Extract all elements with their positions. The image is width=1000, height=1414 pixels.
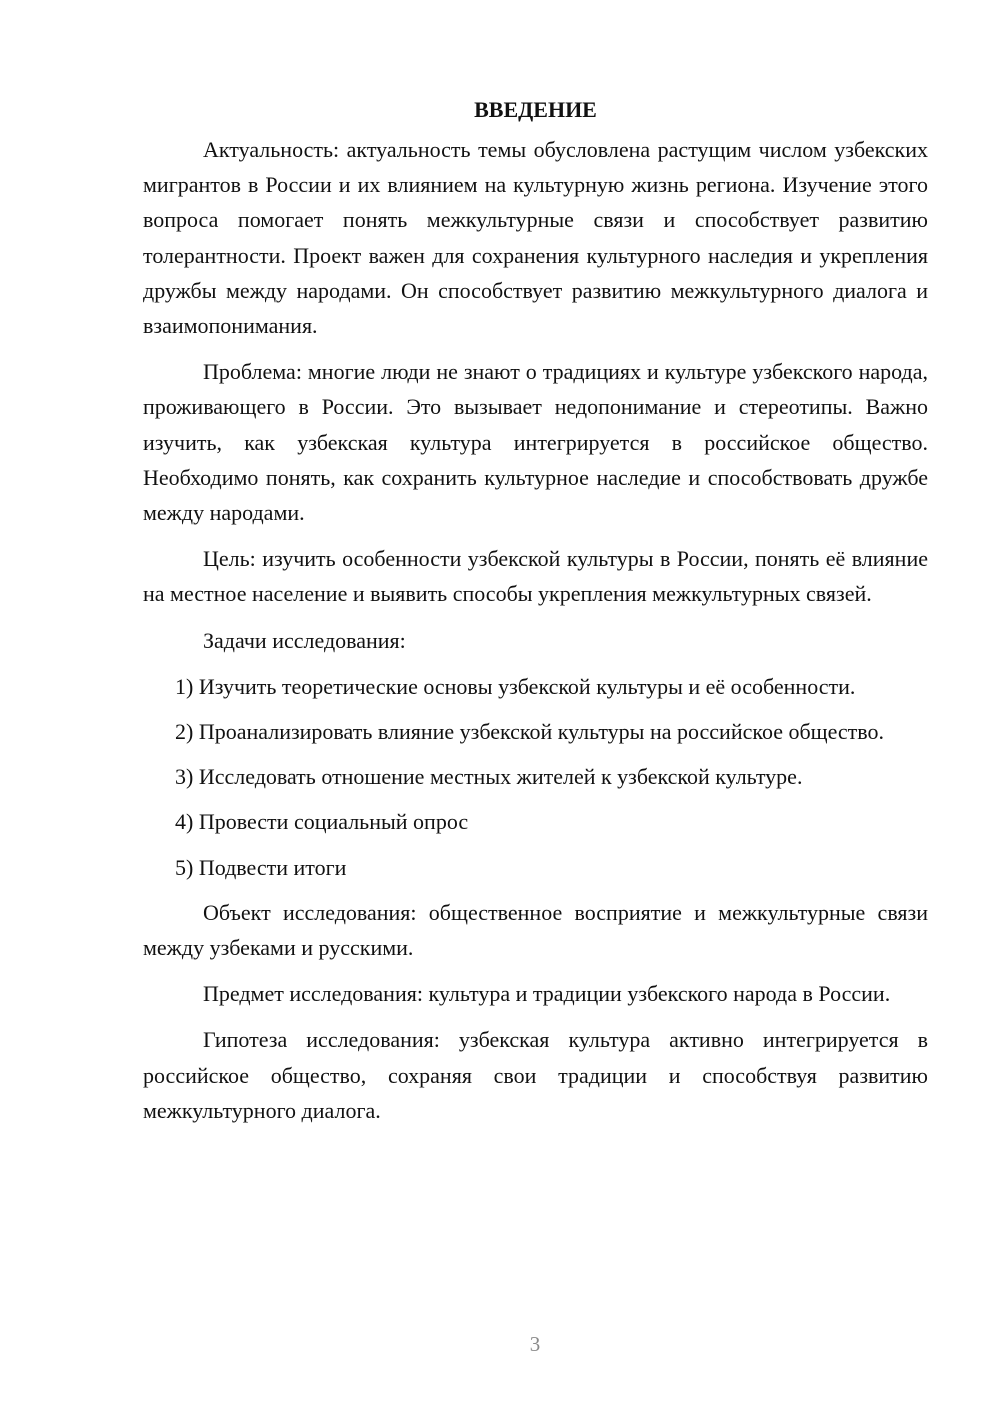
- list-item: 2) Проанализировать влияние узбекской культуры на российское общество.: [175, 719, 885, 745]
- list-item: 5) Подвести итоги: [175, 854, 347, 880]
- page-number: 3: [529, 1332, 541, 1356]
- paragraph-relevance: Актуальность: актуальность темы обусловлена растущим числом узбекских мигрантов в России и их влиянием на культурную жизнь региона. Изучение этого вопроса помогает понять межкультурные связи и способствует развитию толерантности. Проект важен для сохранения культурного наследия и укрепления дружбы между народами. Он способствует развитию межкультурного диалога и взаимопонимания.: [143, 137, 928, 339]
- paragraph-hypothesis: Гипотеза исследования: узбекская культура активно интегрируется в российское общество, сохраняя свои традиции и способствуя развитию межкультурного диалога.: [143, 1027, 928, 1123]
- tasks-list: [143, 669, 928, 885]
- list-item: 3) Исследовать отношение местных жителей к узбекской культуре.: [175, 764, 803, 790]
- paragraph-subject: Предмет исследования: культура и традиции узбекского народа в России.: [203, 981, 891, 1007]
- list-item: 4) Провести социальный опрос: [175, 809, 469, 835]
- paragraph-goal: Цель: изучить особенности узбекской культуры в России, понять её влияние на местное население и выявить способы укрепления межкультурных связей.: [143, 546, 928, 607]
- document-page: [143, 92, 928, 1139]
- list-item: 1) Изучить теоретические основы узбекской культуры и её особенности.: [175, 673, 856, 699]
- paragraph-object: Объект исследования: общественное восприятие и межкультурные связи между узбеками и русскими.: [143, 899, 928, 961]
- section-title: ВВЕДЕНИЕ: [474, 97, 597, 122]
- paragraph-problem: Проблема: многие люди не знают о традициях и культуре узбекского народа, проживающего в России. Это вызывает недопонимание и стереотипы. Важно изучить, как узбекская культура интегрируется в российское общество. Необходимо понять, как сохранить культурное наследие и способствовать дружбе между народами.: [143, 359, 928, 526]
- tasks-heading: Задачи исследования:: [203, 627, 406, 653]
